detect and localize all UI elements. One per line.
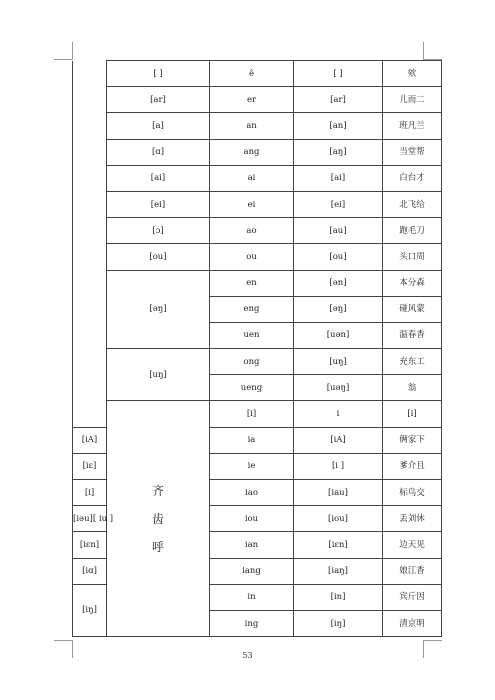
ipa-cell: [ɔ]: [107, 218, 210, 244]
pinyin-cell: iao: [210, 480, 294, 506]
example-cell: 班凡兰: [383, 113, 442, 139]
crop-mark: [54, 59, 72, 60]
pinyin-cell: i: [294, 401, 383, 427]
example-cell: 欸: [383, 61, 442, 87]
ipa2-cell: [ ]: [294, 61, 383, 87]
ipa-cell: [iəu][ iu ]: [73, 506, 107, 532]
ipa2-cell: [ar]: [294, 87, 383, 113]
ipa2-cell: [əŋ]: [294, 296, 383, 322]
ipa2-cell: [iou]: [294, 506, 383, 532]
ipa2-cell: [in]: [294, 584, 383, 610]
example-cell: 北飞给: [383, 191, 442, 217]
ipa2-cell: [iaŋ]: [294, 558, 383, 584]
crop-mark: [423, 42, 424, 60]
ipa2-cell: [iau]: [294, 480, 383, 506]
crop-mark: [54, 640, 72, 641]
ipa-cell: [ ]: [107, 61, 210, 87]
pinyin-cell: iou: [210, 506, 294, 532]
table-row: [73, 113, 442, 139]
pinyin-cell: ou: [210, 244, 294, 270]
ipa-cell: [iŋ]: [73, 584, 107, 636]
table-row: [73, 401, 442, 427]
pinyin-cell: ian: [210, 532, 294, 558]
ipa2-cell: [ən]: [294, 270, 383, 296]
ipa-cell: [iA]: [73, 427, 107, 453]
example-cell: 俩家下: [383, 427, 442, 453]
pinyin-cell: ang: [210, 139, 294, 165]
example-cell: 本分森: [383, 270, 442, 296]
table-row: [73, 191, 442, 217]
ipa2-cell: [uŋ]: [294, 349, 383, 375]
ipa2-cell: [ei]: [294, 191, 383, 217]
pinyin-cell: ia: [210, 427, 294, 453]
ipa-cell: [i]: [210, 401, 294, 427]
ipa2-cell: [iŋ]: [294, 610, 383, 636]
finals-table: [72, 60, 442, 637]
pinyin-cell: ing: [210, 610, 294, 636]
ipa2-cell: [uəŋ]: [294, 375, 383, 401]
example-cell: 当堂帮: [383, 139, 442, 165]
ipa2-cell: [i ]: [294, 453, 383, 479]
table-row: [73, 139, 442, 165]
table-row: [73, 87, 442, 113]
example-cell: 儿而二: [383, 87, 442, 113]
example-cell: 宾斤因: [383, 584, 442, 610]
example-cell: 跑毛刀: [383, 218, 442, 244]
ipa-cell: [a]: [107, 113, 210, 139]
pinyin-cell: ai: [210, 165, 294, 191]
category-char: 齐: [151, 483, 164, 498]
ipa2-cell: [iɛn]: [294, 532, 383, 558]
example-cell: 丢刘休: [383, 506, 442, 532]
ipa2-cell: [uən]: [294, 322, 383, 348]
example-cell: 标鸟交: [383, 480, 442, 506]
pinyin-cell: en: [210, 270, 294, 296]
example-cell: 头口周: [383, 244, 442, 270]
pinyin-cell: in: [210, 584, 294, 610]
category-char: 呼: [151, 539, 164, 554]
ipa2-cell: [au]: [294, 218, 383, 244]
example-cell: 白台才: [383, 165, 442, 191]
category-cell-empty: [73, 61, 107, 428]
crop-mark: [72, 42, 73, 60]
table-row: [73, 349, 442, 375]
example-cell: 翁: [383, 375, 442, 401]
ipa-cell: [iɑ]: [73, 558, 107, 584]
table-row: [73, 218, 442, 244]
example-cell: 温春香: [383, 322, 442, 348]
page-number: 53: [242, 651, 253, 660]
pinyin-cell: ei: [210, 191, 294, 217]
category-char: 齿: [151, 511, 164, 526]
table-row: [73, 244, 442, 270]
pinyin-cell: ê: [210, 61, 294, 87]
ipa-cell: [ar]: [107, 87, 210, 113]
ipa2-cell: [i]: [383, 401, 442, 427]
table-row: [73, 270, 442, 296]
ipa2-cell: [ai]: [294, 165, 383, 191]
table-row: [73, 165, 442, 191]
ipa2-cell: [aŋ]: [294, 139, 383, 165]
pinyin-cell: uen: [210, 322, 294, 348]
ipa-cell: [uŋ]: [107, 349, 210, 401]
ipa-cell: [iɛ]: [73, 453, 107, 479]
example-cell: 充东工: [383, 349, 442, 375]
ipa-cell: [ei]: [107, 191, 210, 217]
example-cell: 边天见: [383, 532, 442, 558]
example-cell: 爹介且: [383, 453, 442, 479]
ipa-cell: [əŋ]: [107, 270, 210, 349]
example-cell: 娘江香: [383, 558, 442, 584]
ipa-cell: [ɑ]: [107, 139, 210, 165]
crop-mark: [424, 640, 442, 641]
ipa-cell: [iɛn]: [73, 532, 107, 558]
pinyin-cell: ao: [210, 218, 294, 244]
ipa-cell: [ai]: [107, 165, 210, 191]
pinyin-cell: iang: [210, 558, 294, 584]
example-cell: 清京明: [383, 610, 442, 636]
pinyin-cell: ie: [210, 453, 294, 479]
ipa-cell: [ou]: [107, 244, 210, 270]
pinyin-cell: ong: [210, 349, 294, 375]
ipa2-cell: [ou]: [294, 244, 383, 270]
pinyin-cell: eng: [210, 296, 294, 322]
pinyin-cell: an: [210, 113, 294, 139]
example-cell: 碰风蒙: [383, 296, 442, 322]
ipa-cell: [i]: [73, 480, 107, 506]
ipa2-cell: [iA]: [294, 427, 383, 453]
category-cell: [107, 401, 210, 637]
table-row: [73, 61, 442, 87]
pinyin-cell: er: [210, 87, 294, 113]
ipa2-cell: [an]: [294, 113, 383, 139]
pinyin-cell: ueng: [210, 375, 294, 401]
